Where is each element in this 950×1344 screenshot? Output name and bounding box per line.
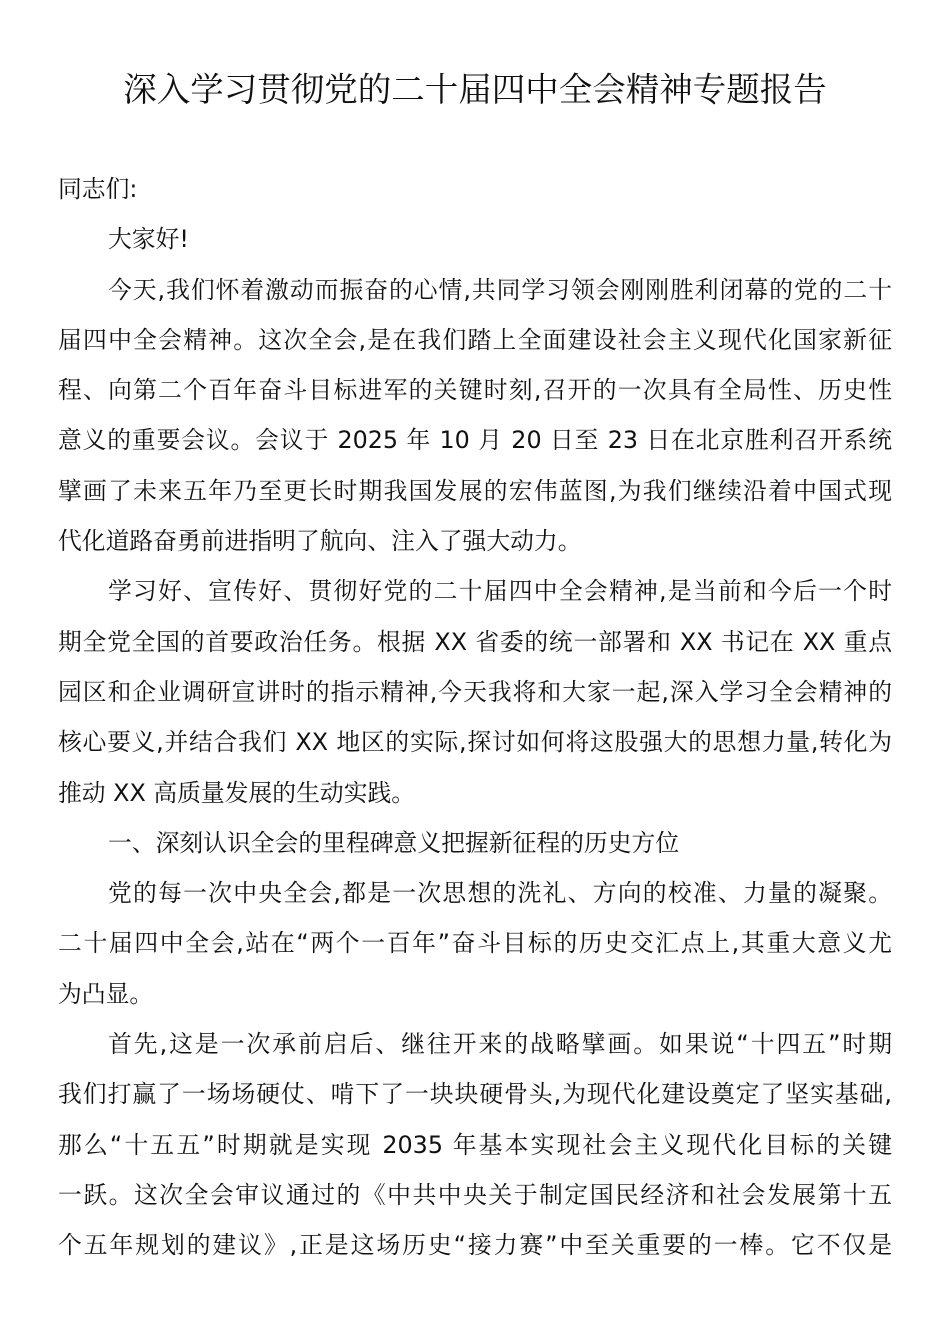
paragraph-1-line: 擘画了未来五年乃至更长时期我国发展的宏伟蓝图,为我们继续沿着中国式现 — [58, 476, 892, 505]
paragraph-1-line: 届四中全会精神。这次全会,是在我们踏上全面建设社会主义现代化国家新征 — [58, 325, 892, 354]
paragraph-3-line: 为凸显。 — [58, 979, 154, 1008]
salutation: 同志们: — [58, 175, 138, 203]
paragraph-2-line: 学习好、宣传好、贯彻好党的二十届四中全会精神,是当前和今后一个时 — [108, 577, 892, 606]
document-title: 深入学习贯彻党的二十届四中全会精神专题报告 — [123, 70, 827, 109]
greeting: 大家好! — [108, 225, 189, 254]
paragraph-2-line: 推动 XX 高质量发展的生动实践。 — [58, 778, 416, 807]
paragraph-1-line: 意义的重要会议。会议于 2025 年 10 月 20 日至 23 日在北京胜利召开系统 — [58, 426, 892, 455]
paragraph-1-line: 程、向第二个百年奋斗目标进军的关键时刻,召开的一次具有全局性、历史性 — [58, 376, 892, 405]
paragraph-4-line: 我们打赢了一场场硬仗、啃下了一块块硬骨头,为现代化建设奠定了坚实基础, — [58, 1080, 892, 1109]
paragraph-2-line: 核心要义,并结合我们 XX 地区的实际,探讨如何将这股强大的思想力量,转化为 — [58, 728, 892, 757]
paragraph-4-line: 那么“十五五”时期就是实现 2035 年基本实现社会主义现代化目标的关键 — [58, 1130, 892, 1159]
paragraph-2-line: 园区和企业调研宣讲时的指示精神,今天我将和大家一起,深入学习全会精神的 — [58, 677, 892, 706]
document-body — [58, 164, 892, 1271]
paragraph-4-line: 首先,这是一次承前启后、继往开来的战略擘画。如果说“十四五”时期 — [108, 1030, 892, 1059]
paragraph-3-line: 党的每一次中央全会,都是一次思想的洗礼、方向的校准、力量的凝聚。 — [108, 879, 892, 908]
section-heading-1: 一、深刻认识全会的里程碑意义把握新征程的历史方位 — [108, 828, 680, 857]
paragraph-4-line: 个五年规划的建议》,正是这场历史“接力赛”中至关重要的一棒。它不仅是 — [58, 1231, 892, 1260]
paragraph-3-line: 二十届四中全会,站在“两个一百年”奋斗目标的历史交汇点上,其重大意义尤 — [58, 929, 892, 958]
paragraph-2-line: 期全党全国的首要政治任务。根据 XX 省委的统一部署和 XX 书记在 XX 重点 — [58, 627, 892, 656]
paragraph-1-line: 代化道路奋勇前进指明了航向、注入了强大动力。 — [58, 527, 582, 556]
paragraph-4-line: 一跃。这次全会审议通过的《中共中央关于制定国民经济和社会发展第十五 — [58, 1180, 892, 1209]
paragraph-1-line: 今天,我们怀着激动而振奋的心情,共同学习领会刚刚胜利闭幕的党的二十 — [108, 275, 892, 304]
